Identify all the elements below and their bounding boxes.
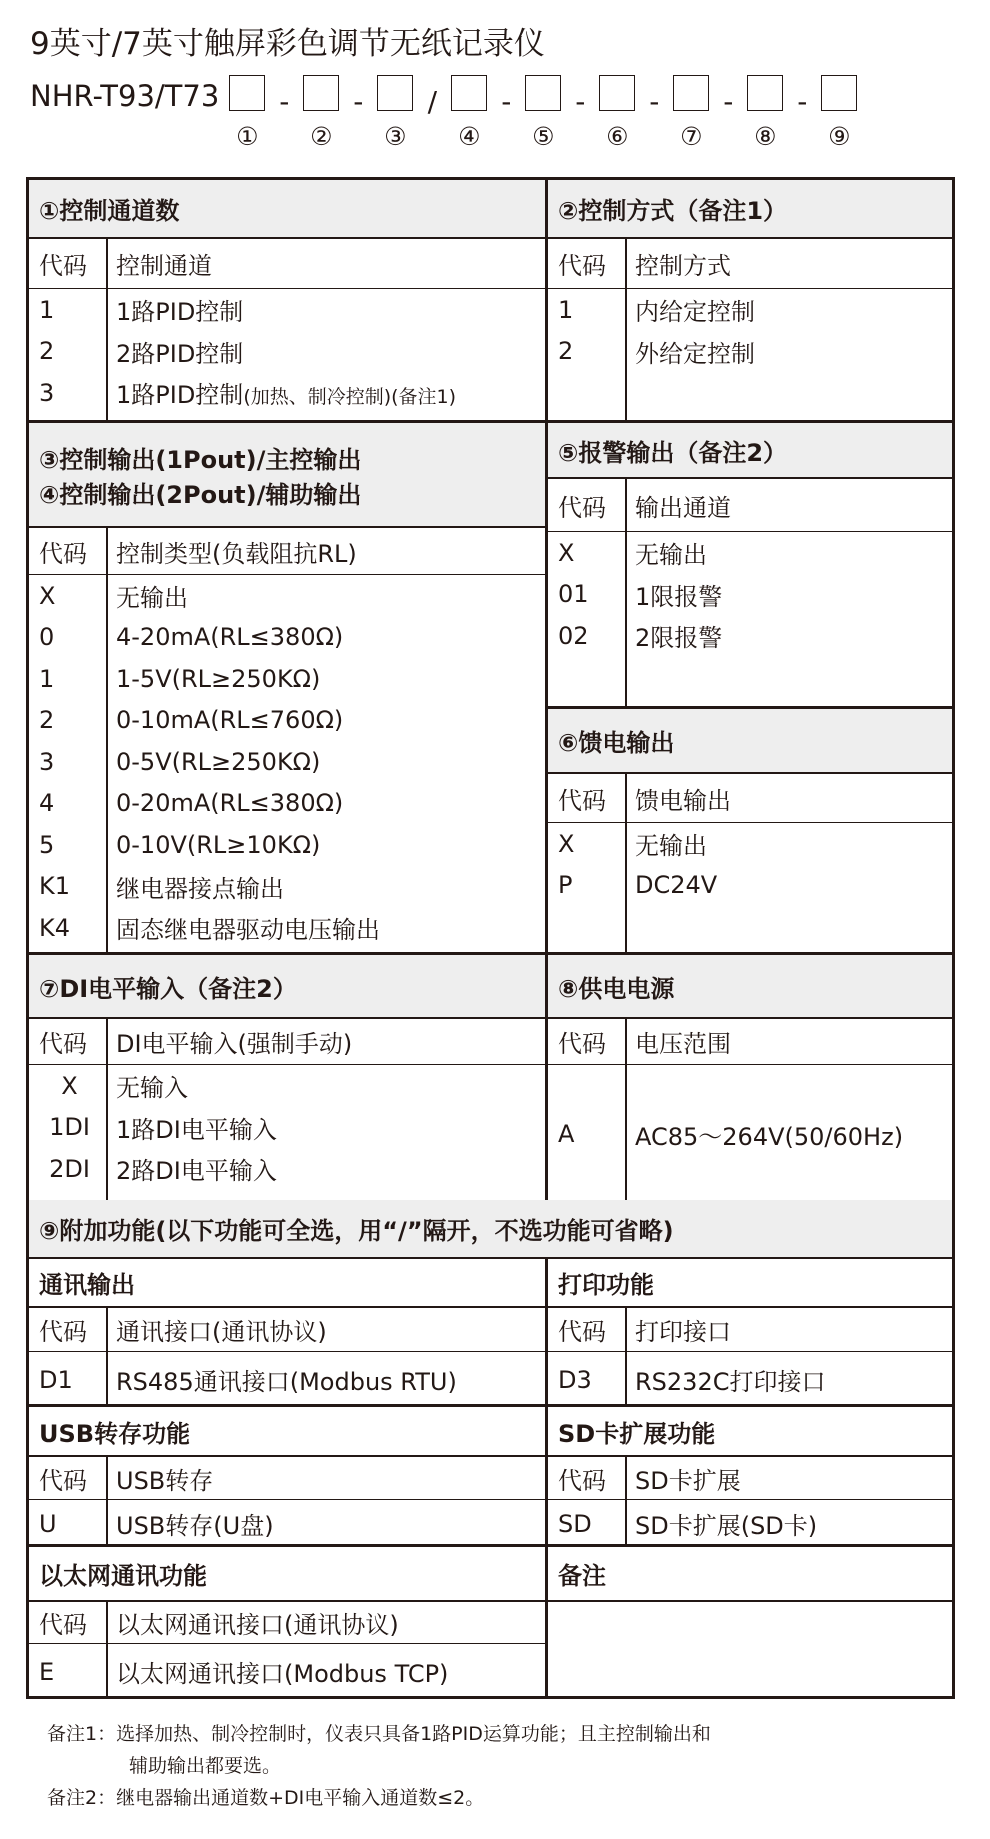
option-code: 3 bbox=[39, 747, 55, 776]
option-code: K4 bbox=[39, 913, 71, 942]
section-title: SD卡扩展功能 bbox=[558, 1419, 716, 1448]
option-value bbox=[106, 748, 320, 776]
section-header bbox=[548, 1547, 952, 1602]
note-1-continued: 辅助输出都要选。 bbox=[129, 1755, 282, 1777]
option-value-text: RS485通讯接口(Modbus RTU) bbox=[116, 1368, 457, 1396]
function-left bbox=[29, 1259, 548, 1407]
function-left bbox=[29, 1407, 548, 1547]
value-column-header: DI电平输入(强制手动) bbox=[116, 1030, 353, 1058]
position-number: ⑨ bbox=[828, 122, 851, 151]
code-column-header: 代码 bbox=[558, 786, 606, 815]
position-number: ② bbox=[310, 122, 333, 151]
column-divider bbox=[625, 1019, 627, 1203]
option-row bbox=[548, 865, 952, 907]
column-divider bbox=[106, 1457, 108, 1547]
additional-functions bbox=[29, 1200, 952, 1699]
option-value-text: 无输出 bbox=[116, 584, 188, 613]
separator: - bbox=[353, 84, 364, 118]
value-column-header: 打印接口 bbox=[635, 1318, 731, 1346]
position-number: ④ bbox=[458, 122, 481, 151]
option-value bbox=[106, 1110, 277, 1145]
option-value-text: 1-5V(RL≥250KΩ) bbox=[116, 664, 321, 693]
option-code: E bbox=[39, 1657, 55, 1686]
option-code: 02 bbox=[558, 621, 589, 650]
column-divider bbox=[625, 479, 627, 709]
option-code: 0 bbox=[39, 623, 55, 652]
section-header bbox=[548, 423, 952, 479]
code-column-header: 代码 bbox=[558, 1318, 606, 1346]
column-header-row bbox=[548, 1308, 952, 1352]
option-value bbox=[625, 577, 722, 612]
note-2-text: 继电器输出通道数+DI电平输入通道数≤2。 bbox=[116, 1787, 485, 1809]
code-column-header: 代码 bbox=[558, 1030, 606, 1058]
section-title: ①控制通道数 bbox=[39, 197, 180, 225]
value-column-header: 以太网通讯接口(通讯协议) bbox=[116, 1611, 399, 1639]
code-column-header: 代码 bbox=[39, 539, 87, 568]
section-remark bbox=[548, 1547, 952, 1699]
function-right bbox=[548, 1547, 952, 1699]
option-rows bbox=[548, 1352, 952, 1407]
option-code: 3 bbox=[39, 378, 55, 407]
option-code: 1 bbox=[39, 295, 55, 324]
option-value bbox=[106, 1151, 277, 1186]
option-value-text: 0-10V(RL≥10KΩ) bbox=[116, 830, 321, 859]
option-value bbox=[106, 334, 243, 369]
function-right bbox=[548, 1407, 952, 1547]
option-value bbox=[106, 706, 343, 734]
page-title: 9英寸/7英寸触屏彩色调节无纸记录仪 bbox=[30, 26, 545, 62]
option-row bbox=[548, 615, 952, 657]
column-header-row bbox=[548, 1019, 952, 1065]
column-divider bbox=[106, 528, 108, 955]
option-value bbox=[106, 578, 188, 613]
option-value-text: 2路DI电平输入 bbox=[116, 1157, 277, 1186]
option-code: P bbox=[558, 871, 573, 900]
column-divider bbox=[106, 1308, 108, 1407]
section-title: 备注 bbox=[558, 1562, 606, 1590]
code-box bbox=[377, 75, 413, 111]
option-value bbox=[106, 1362, 457, 1397]
option-rows bbox=[548, 532, 952, 709]
option-value bbox=[625, 826, 707, 861]
section-s2 bbox=[548, 180, 952, 423]
option-value-text: 2限报警 bbox=[635, 624, 723, 653]
function-pair bbox=[29, 1259, 952, 1407]
column-header-row bbox=[548, 774, 952, 823]
option-code: K1 bbox=[39, 872, 71, 901]
section-title: ③控制输出(1Pout)/主控输出 bbox=[39, 445, 362, 474]
option-value-text: 1路DI电平输入 bbox=[116, 1115, 277, 1144]
code-column-header: 代码 bbox=[39, 252, 87, 280]
value-column-header: 输出通道 bbox=[635, 493, 731, 522]
option-code: U bbox=[39, 1509, 57, 1538]
option-code: X bbox=[558, 538, 575, 567]
option-value bbox=[625, 618, 722, 653]
column-header-row bbox=[548, 1457, 952, 1500]
separator: - bbox=[279, 84, 290, 118]
option-value-text: 无输出 bbox=[635, 832, 707, 861]
section-title: ⑦DI电平输入（备注2） bbox=[39, 974, 297, 1003]
value-column-header: USB转存 bbox=[116, 1466, 214, 1495]
option-rows bbox=[548, 289, 952, 423]
function-pair bbox=[29, 1547, 952, 1699]
notes bbox=[47, 1718, 711, 1814]
option-value bbox=[106, 869, 284, 904]
section-title-2: ④控制输出(2Pout)/辅助输出 bbox=[39, 480, 362, 509]
option-code: 1 bbox=[558, 295, 574, 324]
option-row bbox=[548, 823, 952, 865]
option-value-text: 4-20mA(RL≤380Ω) bbox=[116, 623, 344, 652]
option-value bbox=[106, 1068, 188, 1103]
option-code: X bbox=[61, 1071, 78, 1100]
value-column-header: 电压范围 bbox=[635, 1030, 731, 1058]
section-s34 bbox=[29, 423, 545, 955]
option-value-text: 1路PID控制 bbox=[116, 381, 244, 410]
option-value-text: 固态继电器驱动电压输出 bbox=[116, 916, 380, 945]
position-number: ③ bbox=[384, 122, 407, 151]
code-box bbox=[821, 75, 857, 111]
separator: - bbox=[575, 84, 586, 118]
option-value bbox=[625, 535, 707, 570]
note-1-text: 选择加热、制冷控制时，仪表只具备1路PID运算功能；且主控制输出和 bbox=[116, 1723, 711, 1745]
option-code: 01 bbox=[558, 580, 589, 609]
section-s1 bbox=[29, 180, 545, 423]
option-value-text: 外给定控制 bbox=[635, 339, 755, 368]
section-header bbox=[548, 1259, 952, 1308]
column-divider bbox=[625, 239, 627, 423]
option-value-text: SD卡扩展(SD卡) bbox=[635, 1512, 818, 1540]
position-number: ⑤ bbox=[532, 122, 555, 151]
value-column-header: 通讯接口(通讯协议) bbox=[116, 1318, 327, 1346]
option-value bbox=[106, 1654, 448, 1689]
option-rows bbox=[548, 823, 952, 955]
section-title: 打印功能 bbox=[558, 1271, 654, 1299]
section-header bbox=[29, 423, 545, 528]
option-code: 2 bbox=[39, 337, 55, 366]
option-value bbox=[625, 1117, 903, 1152]
code-column-header: 代码 bbox=[558, 493, 606, 522]
model-code-boxes bbox=[229, 75, 857, 118]
section-title: ⑧供电电源 bbox=[558, 974, 675, 1003]
column-divider bbox=[106, 1019, 108, 1203]
section-sd bbox=[548, 1407, 952, 1547]
column-divider bbox=[106, 239, 108, 423]
option-value bbox=[625, 1506, 817, 1541]
section-header bbox=[548, 955, 952, 1019]
right-column bbox=[548, 180, 952, 1203]
section-s7 bbox=[29, 955, 545, 1203]
code-column-header: 代码 bbox=[39, 1466, 87, 1495]
position-number: ⑦ bbox=[680, 122, 703, 151]
option-value bbox=[106, 665, 320, 693]
option-value-text: 1路PID控制 bbox=[116, 298, 244, 327]
option-row bbox=[548, 532, 952, 574]
section-print bbox=[548, 1259, 952, 1407]
section-title: ②控制方式（备注1） bbox=[558, 197, 788, 225]
function-pair bbox=[29, 1407, 952, 1547]
option-value bbox=[625, 871, 717, 899]
option-row bbox=[548, 574, 952, 616]
option-note: (加热、制冷控制)(备注1) bbox=[243, 386, 457, 409]
option-value-text: 0-20mA(RL≤380Ω) bbox=[116, 789, 344, 818]
section-s9 bbox=[29, 1200, 952, 1259]
code-box bbox=[599, 75, 635, 111]
column-divider bbox=[106, 1602, 108, 1699]
section-eth bbox=[29, 1547, 545, 1699]
column-divider bbox=[625, 1308, 627, 1407]
separator: - bbox=[649, 84, 660, 118]
separator: - bbox=[723, 84, 734, 118]
separator: - bbox=[797, 84, 808, 118]
note-2 bbox=[47, 1782, 711, 1814]
option-code: D1 bbox=[39, 1365, 73, 1394]
section-title: USB转存功能 bbox=[39, 1419, 191, 1448]
option-value-text: 内给定控制 bbox=[635, 298, 755, 327]
option-value bbox=[106, 292, 243, 327]
code-column-header: 代码 bbox=[39, 1611, 87, 1639]
section-comm bbox=[29, 1259, 545, 1407]
section-header bbox=[548, 180, 952, 239]
section-header bbox=[29, 180, 545, 239]
left-column bbox=[29, 180, 548, 1203]
option-row bbox=[548, 1352, 952, 1407]
section-header bbox=[29, 1259, 545, 1308]
note-1-label: 备注1： bbox=[47, 1723, 117, 1745]
code-box bbox=[525, 75, 561, 111]
option-value-text: 0-5V(RL≥250KΩ) bbox=[116, 747, 321, 776]
option-value bbox=[106, 831, 320, 859]
code-column-header: 代码 bbox=[558, 252, 606, 280]
position-number: ⑥ bbox=[606, 122, 629, 151]
section-header bbox=[29, 955, 545, 1019]
code-box bbox=[229, 75, 265, 111]
option-rows bbox=[548, 1065, 952, 1203]
option-value-text: 2路PID控制 bbox=[116, 339, 244, 368]
column-header-row bbox=[548, 239, 952, 289]
section-title: ⑨附加功能(以下功能可全选，用“/”隔开，不选功能可省略) bbox=[39, 1217, 674, 1245]
model-prefix: NHR-T93/T73 bbox=[30, 79, 220, 113]
section-title: ⑤报警输出（备注2） bbox=[558, 438, 788, 467]
value-column-header: 控制类型(负载阻抗RL) bbox=[116, 539, 357, 568]
position-number: ⑧ bbox=[754, 122, 777, 151]
option-value-text: USB转存(U盘) bbox=[116, 1512, 274, 1540]
model-code-line bbox=[30, 76, 857, 116]
section-title: ⑥馈电输出 bbox=[558, 729, 675, 757]
column-divider bbox=[625, 774, 627, 955]
option-value bbox=[106, 1506, 274, 1541]
function-right bbox=[548, 1259, 952, 1407]
option-value bbox=[625, 334, 755, 369]
value-column-header: 控制方式 bbox=[635, 252, 731, 280]
section-title: 以太网通讯功能 bbox=[39, 1562, 207, 1590]
option-value-text: RS232C打印接口 bbox=[635, 1368, 826, 1396]
option-code: 4 bbox=[39, 789, 55, 818]
option-code: 5 bbox=[39, 830, 55, 859]
code-column-header: 代码 bbox=[39, 1030, 87, 1058]
option-value-text: DC24V bbox=[635, 871, 718, 900]
value-column-header: SD卡扩展 bbox=[635, 1466, 741, 1495]
position-number: ① bbox=[236, 122, 259, 151]
option-code: X bbox=[39, 581, 56, 610]
section-header bbox=[548, 709, 952, 774]
option-code: A bbox=[558, 1120, 575, 1148]
option-code: 2 bbox=[39, 706, 55, 735]
column-header-row bbox=[548, 479, 952, 532]
code-column-header: 代码 bbox=[558, 1466, 606, 1495]
section-header bbox=[29, 1407, 545, 1457]
option-value-text: 0-10mA(RL≤760Ω) bbox=[116, 706, 344, 735]
value-column-header: 馈电输出 bbox=[635, 786, 731, 815]
code-box bbox=[673, 75, 709, 111]
option-code: 1 bbox=[39, 664, 55, 693]
option-row bbox=[548, 289, 952, 331]
option-value bbox=[625, 1362, 825, 1397]
note-1 bbox=[47, 1718, 711, 1750]
section-title: 通讯输出 bbox=[39, 1271, 135, 1299]
section-usb bbox=[29, 1407, 545, 1547]
code-column-header: 代码 bbox=[39, 1318, 87, 1346]
option-code: D3 bbox=[558, 1365, 592, 1394]
option-code: X bbox=[558, 829, 575, 858]
option-value-text: 以太网通讯接口(Modbus TCP) bbox=[116, 1660, 449, 1688]
function-left bbox=[29, 1547, 548, 1699]
option-value bbox=[106, 623, 343, 651]
option-row bbox=[548, 1500, 952, 1547]
code-box bbox=[451, 75, 487, 111]
separator: / bbox=[427, 84, 437, 118]
option-value-text: AC85～264V(50/60Hz) bbox=[635, 1122, 904, 1151]
note-2-label: 备注2： bbox=[47, 1787, 117, 1809]
option-row bbox=[548, 331, 952, 373]
option-code: 1DI bbox=[49, 1113, 90, 1142]
code-box bbox=[747, 75, 783, 111]
option-row bbox=[548, 1065, 952, 1203]
section-header bbox=[29, 1200, 952, 1259]
option-rows bbox=[548, 1500, 952, 1547]
option-value-text: 无输出 bbox=[635, 541, 707, 570]
option-value bbox=[106, 910, 380, 945]
section-header bbox=[29, 1547, 545, 1602]
option-code: 2 bbox=[558, 337, 574, 366]
separator: - bbox=[501, 84, 512, 118]
selection-table bbox=[26, 177, 955, 1699]
option-code: SD bbox=[558, 1509, 592, 1538]
option-value bbox=[625, 292, 755, 327]
code-box bbox=[303, 75, 339, 111]
value-column-header: 控制通道 bbox=[116, 252, 212, 280]
option-value bbox=[106, 375, 456, 410]
section-s8 bbox=[548, 955, 952, 1203]
option-value-text: 继电器接点输出 bbox=[116, 874, 284, 903]
option-value-text: 1限报警 bbox=[635, 582, 723, 611]
option-value bbox=[106, 789, 343, 817]
option-code: 2DI bbox=[49, 1154, 90, 1183]
section-header bbox=[548, 1407, 952, 1457]
option-value-text: 无输入 bbox=[116, 1074, 188, 1103]
column-divider bbox=[625, 1457, 627, 1547]
section-s6 bbox=[548, 709, 952, 955]
section-s5 bbox=[548, 423, 952, 709]
